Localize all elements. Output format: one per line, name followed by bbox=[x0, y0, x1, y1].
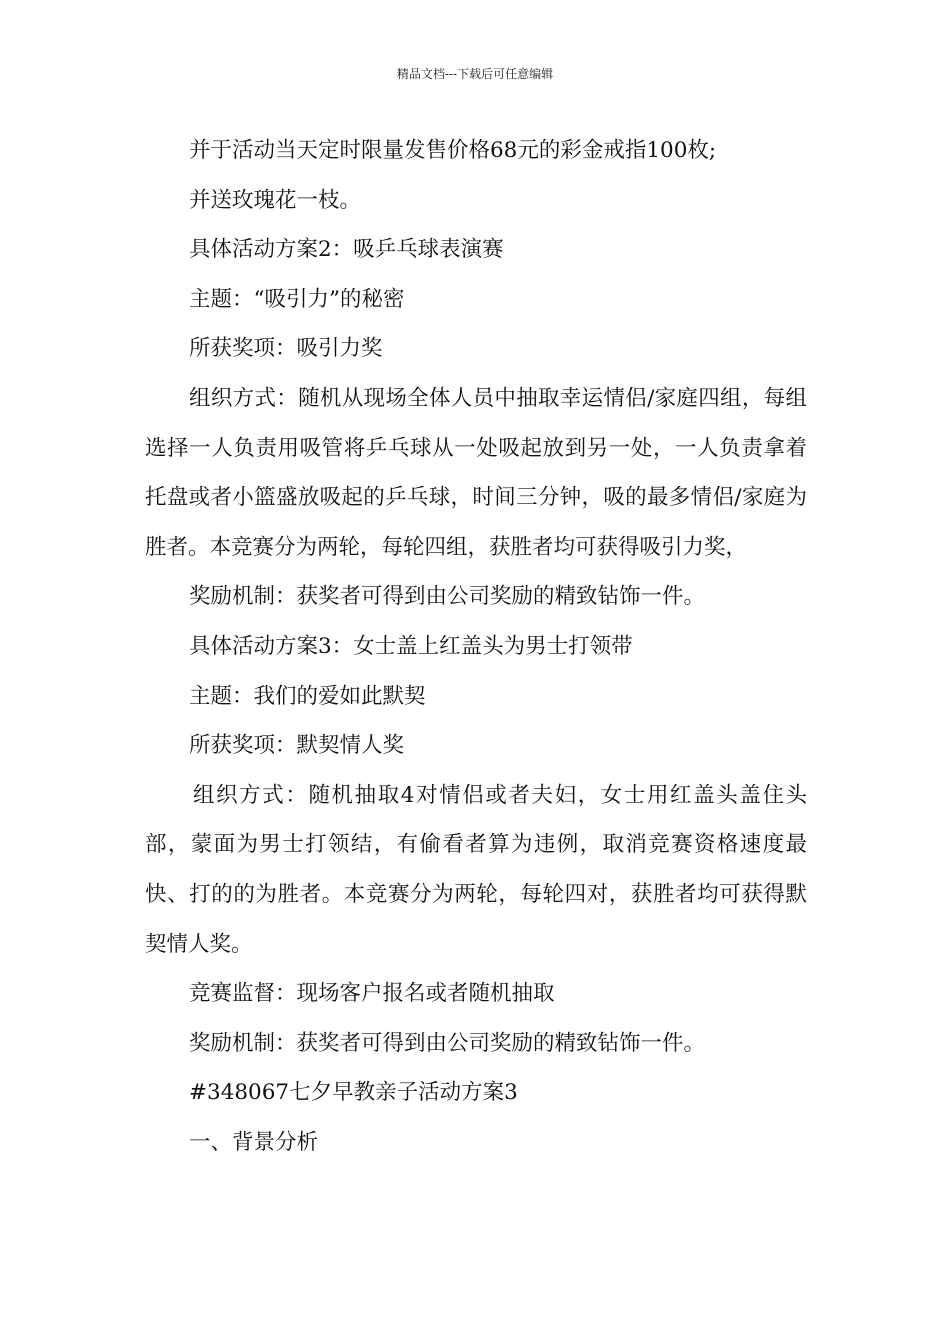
paragraph-plan2-theme: 主题：“吸引力”的秘密 bbox=[189, 286, 405, 312]
paragraph-rose-gift: 并送玫瑰花一枝。 bbox=[189, 187, 362, 213]
page-header: 精品文档---下载后可任意编辑 bbox=[396, 67, 554, 81]
paragraph-plan2-award: 所获奖项：吸引力奖 bbox=[189, 336, 383, 362]
paragraph-background-heading: 一、背景分析 bbox=[189, 1129, 319, 1155]
paragraph-plan3-title: 具体活动方案3：女士盖上红盖头为男士打领带 bbox=[189, 633, 633, 659]
paragraph-plan2-title: 具体活动方案2：吸乒乓球表演赛 bbox=[189, 237, 504, 263]
document-body bbox=[145, 126, 807, 1167]
paragraph-plan2-reward: 奖励机制：获奖者可得到由公司奖励的精致钻饰一件。 bbox=[189, 584, 706, 610]
paragraph-section-heading: #348067七夕早教亲子活动方案3 bbox=[189, 1080, 518, 1106]
paragraph-sale-ring: 并于活动当天定时限量发售价格68元的彩金戒指100枚; bbox=[189, 138, 717, 163]
paragraph-plan3-award: 所获奖项：默契情人奖 bbox=[189, 733, 405, 759]
paragraph-plan3-theme: 主题：我们的爱如此默契 bbox=[189, 683, 426, 709]
paragraph-plan2-method: 组织方式：随机从现场全体人员中抽取幸运情侣/家庭四组，每组选择一人负责用吸管将乒乓球从一处吸起放到另一处，一人负责拿着托盘或者小篮盛放吸起的乒乓球，时间三分钟，吸的最多情侣/家庭为胜者。本竞赛分为两轮，每轮四组，获胜者均可获得吸引力奖， bbox=[145, 385, 807, 560]
paragraph-plan3-supervision: 竞赛监督：现场客户报名或者随机抽取 bbox=[189, 981, 555, 1007]
paragraph-plan3-reward: 奖励机制：获奖者可得到由公司奖励的精致钻饰一件。 bbox=[189, 1030, 706, 1056]
paragraph-plan3-method: 组织方式：随机抽取4对情侣或者夫妇，女士用红盖头盖住头部，蒙面为男士打领结，有偷看者算为违例，取消竞赛资格速度最快、打的的为胜者。本竞赛分为两轮，每轮四对，获胜者均可获得默契情人奖。 bbox=[145, 782, 807, 957]
